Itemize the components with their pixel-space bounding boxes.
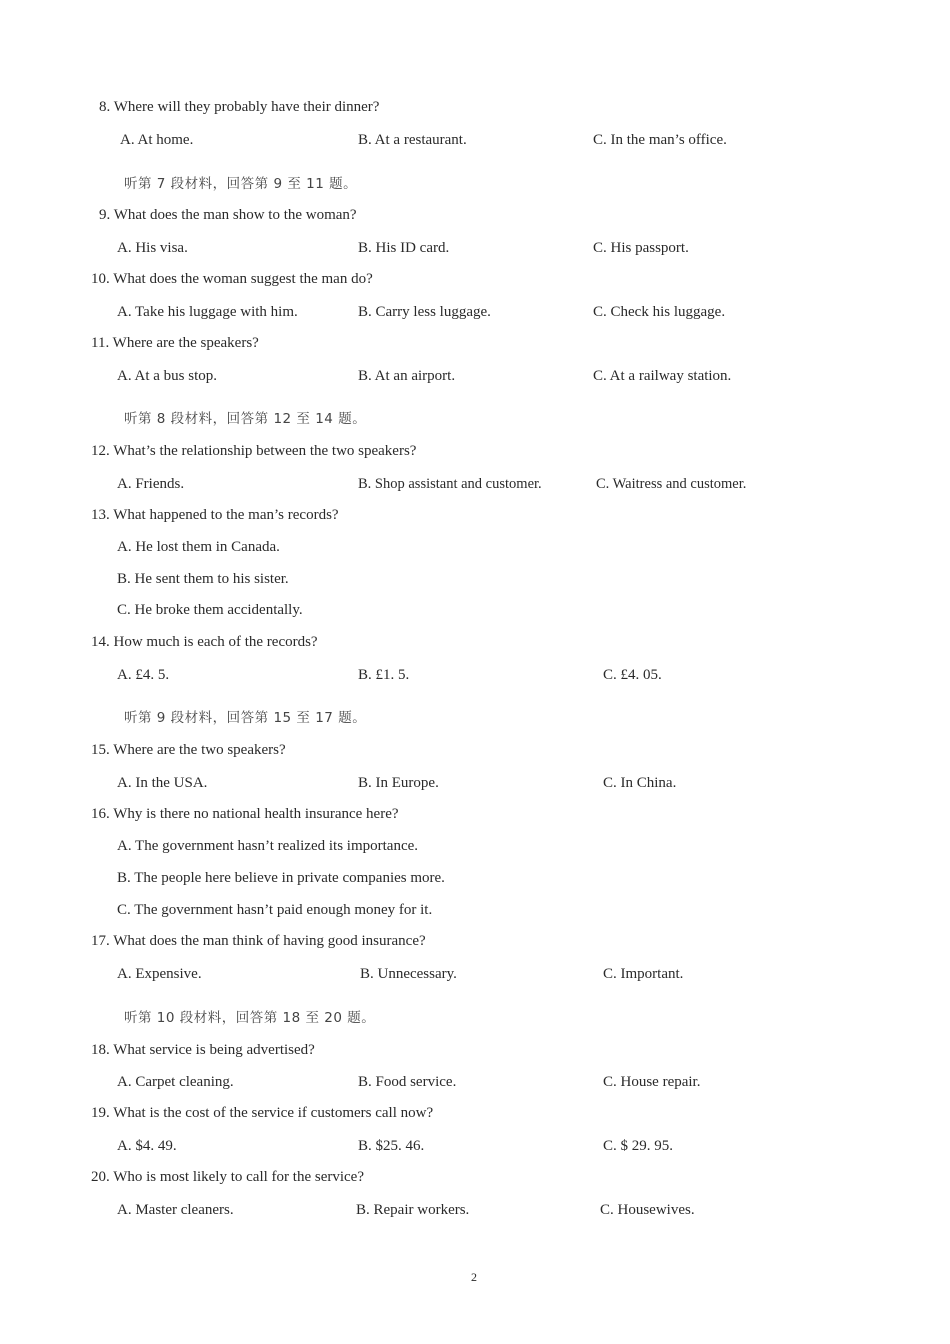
q18-option-c: C. House repair.: [603, 1074, 701, 1090]
q19-option-c: C. $ 29. 95.: [603, 1138, 674, 1154]
q16-option-a: A. The government hasn’t realized its importance.: [117, 838, 419, 854]
section-9-instruction: 听第 9 段材料，回答第 15 至 17 题。: [124, 710, 367, 726]
question-20: 20. Who is most likely to call for the service?: [91, 1169, 364, 1185]
q19-option-a: A. $4. 49.: [117, 1138, 177, 1154]
q13-option-b: B. He sent them to his sister.: [117, 571, 289, 587]
q10-option-c: C. Check his luggage.: [593, 304, 726, 320]
question-9: 9. What does the man show to the woman?: [99, 207, 357, 223]
q19-option-b: B. $25. 46.: [358, 1138, 425, 1154]
question-16: 16. Why is there no national health insurance here?: [91, 806, 399, 822]
question-17: 17. What does the man think of having good insurance?: [91, 933, 426, 949]
section-10-instruction: 听第 10 段材料，回答第 18 至 20 题。: [124, 1010, 376, 1026]
question-8: 8. Where will they probably have their dinner?: [99, 99, 380, 115]
q14-option-c: C. £4. 05.: [603, 667, 662, 683]
section-8-instruction: 听第 8 段材料，回答第 12 至 14 题。: [124, 411, 367, 427]
q14-option-b: B. £1. 5.: [358, 667, 410, 683]
q11-option-b: B. At an airport.: [358, 368, 456, 384]
q16-option-b: B. The people here believe in private companies more.: [117, 870, 445, 886]
q8-option-b: B. At a restaurant.: [358, 132, 467, 148]
question-19: 19. What is the cost of the service if customers call now?: [91, 1105, 434, 1121]
q13-option-a: A. He lost them in Canada.: [117, 539, 280, 555]
q12-option-c: C. Waitress and customer.: [596, 476, 747, 492]
q20-option-b: B. Repair workers.: [356, 1202, 470, 1218]
q15-option-b: B. In Europe.: [358, 775, 439, 791]
q8-option-a: A. At home.: [120, 132, 194, 148]
q17-option-b: B. Unnecessary.: [360, 966, 457, 982]
q13-option-c: C. He broke them accidentally.: [117, 602, 303, 618]
q18-option-a: A. Carpet cleaning.: [117, 1074, 234, 1090]
q17-option-c: C. Important.: [603, 966, 684, 982]
q14-option-a: A. £4. 5.: [117, 667, 170, 683]
q20-option-c: C. Housewives.: [600, 1202, 695, 1218]
q12-option-b: B. Shop assistant and customer.: [358, 476, 542, 492]
question-18: 18. What service is being advertised?: [91, 1042, 315, 1058]
q16-option-c: C. The government hasn’t paid enough money for it.: [117, 902, 433, 918]
question-12: 12. What’s the relationship between the two speakers?: [91, 443, 417, 459]
q9-option-c: C. His passport.: [593, 240, 689, 256]
q20-option-a: A. Master cleaners.: [117, 1202, 234, 1218]
q10-option-a: A. Take his luggage with him.: [117, 304, 298, 320]
q17-option-a: A. Expensive.: [117, 966, 202, 982]
q9-option-a: A. His visa.: [117, 240, 188, 256]
q11-option-a: A. At a bus stop.: [117, 368, 218, 384]
question-10: 10. What does the woman suggest the man do?: [91, 271, 373, 287]
question-11: 11. Where are the speakers?: [91, 335, 259, 351]
q18-option-b: B. Food service.: [358, 1074, 457, 1090]
q15-option-c: C. In China.: [603, 775, 677, 791]
question-15: 15. Where are the two speakers?: [91, 742, 286, 758]
q10-option-b: B. Carry less luggage.: [358, 304, 491, 320]
section-7-instruction: 听第 7 段材料，回答第 9 至 11 题。: [124, 176, 358, 192]
q8-option-c: C. In the man’s office.: [593, 132, 727, 148]
q9-option-b: B. His ID card.: [358, 240, 450, 256]
q11-option-c: C. At a railway station.: [593, 368, 732, 384]
page-number: 2: [471, 1270, 477, 1284]
q15-option-a: A. In the USA.: [117, 775, 208, 791]
question-13: 13. What happened to the man’s records?: [91, 507, 339, 523]
question-14: 14. How much is each of the records?: [91, 634, 318, 650]
q12-option-a: A. Friends.: [117, 476, 185, 492]
